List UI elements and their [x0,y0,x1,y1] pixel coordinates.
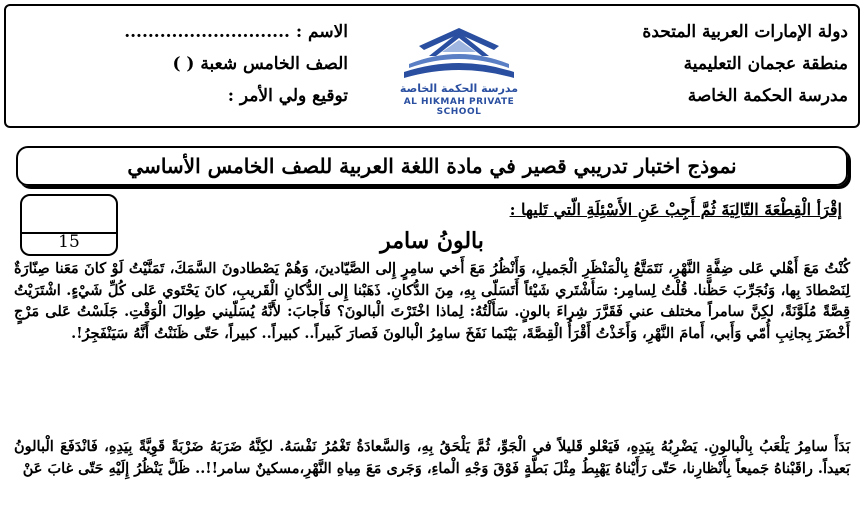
logo-english-caption: AL HIKMAH PRIVATE SCHOOL [403,97,515,117]
story-title: بالونُ سامر [380,228,484,254]
class-section-field: الصف الخامس شعبة ( ) [172,54,348,74]
logo-arabic-caption: مدرسة الحكمة الخاصة [399,82,519,95]
name-field: الاسم : ............................ [124,22,348,42]
book-logo-icon [384,24,534,84]
school-logo [384,24,534,120]
exam-title: نموذج اختبار تدريبي قصير في مادة اللغة العربية للصف الخامس الأساسي [16,146,848,186]
header-box [4,4,860,128]
reading-instruction: إقْرَأ الْقِطْعَةَ التّالِيَةَ ثُمَّ أَجِبْ عَنِ الأَسْئِلَةِ الّتي تَليها : [509,200,842,219]
story-paragraph-2: بَدَأَ سامِرُ يَلْعَبُ بِالْبالونِ. يَضْرِبُهُ بِيَدِهِ، فَيَعْلو قَليلاً في الْجَوِّ، ثُمَّ يَلْحَقُ بِهِ، وَالسَّعادَةُ تَغْمُرُ نَفْسَهُ. لكِنَّهُ ضَرَبَهُ ضَرْبَةً قَوِيَّةً بِيَدِهِ، فَانْدَفَعَ الْبالونُ بَعيداً. راقَبْناهُ جَميعاً بِأَنْظارِنا، حَتّى رَأَيْناهُ يَهْبِطُ مِثْلَ بَطَّةٍ فَوْقَ وَجْهِ الْماءِ، وَجَرى مَعَ مِياهِ النَّهْرِ،مسكينٌ سامر!!.. ظَلَّ يَنْظُرُ إِلَيْهِ حَتّى غابَ عَنْ [14,438,850,477]
country-line: دولة الإمارات العربية المتحدة [642,22,848,42]
parent-signature-field: توقيع ولي الأمر : [227,86,348,106]
student-info [28,16,348,112]
score-total: 15 [58,232,80,252]
school-line: مدرسة الحكمة الخاصة [687,86,848,106]
school-info [642,16,848,112]
story-paragraph-1: كُنْتُ مَعَ أَهْلي عَلى ضِفَّةِ النَّهْرِ، نَتَمَتَّعُ بِالْمَنْظَرِ الْجَميلِ، وَأَنْظُرُ مَعَ أَخي سامِرٍ إِلى الصَّيّادينَ، وَهُمْ يَصْطادونَ السَّمَكَ، تَمَنَّيْتُ لَوْ كانَ مَعَنا صِنّارَةٌ لِنَصْطادَ بِها، وَنُجَرِّبَ حَظَّنا. قُلْتُ لِسامِر: سَأَشْتَري شَيْئاً أَتَسَلّى بِهِ، مِنَ الدُّكانِ. ذَهَبْنا إِلى الدُّكانِ الْقَريبِ، كانَ يَحْتَوي عَلى كُلِّ شَيْءٍ. اشْتَرَيْتُ قِصَّةً مُلَوَّنَةً، لكِنَّ سامراً مختلف عني فَقَرَّرَ شِراءَ بالونٍ. سَأَلْتُهُ: لِماذا اخْتَرْتَ الْبالونَ؟ فَأَجابَ: لأَنَّهُ يُسَلّيني طِوالَ الْوَقْتِ. جَلَسْتُ عَلى مَرْجٍ أَخْضَرَ بِجانِبِ أُمّي وَأَبي، أَمامَ النَّهْرِ، وَأَخَذْتُ أَقْرَأُ الْقِصَّةَ، بَيْنَما نَفَخَ سامِرُ الْبالونَ فَصارَ كَبيراً.. كبيراً.. كبيراً، حَتّى ظَنَنْتُ أَنَّهُ سَيَنْفَجِرُ!. [14,260,850,342]
region-line: منطقة عجمان التعليمية [683,54,848,74]
